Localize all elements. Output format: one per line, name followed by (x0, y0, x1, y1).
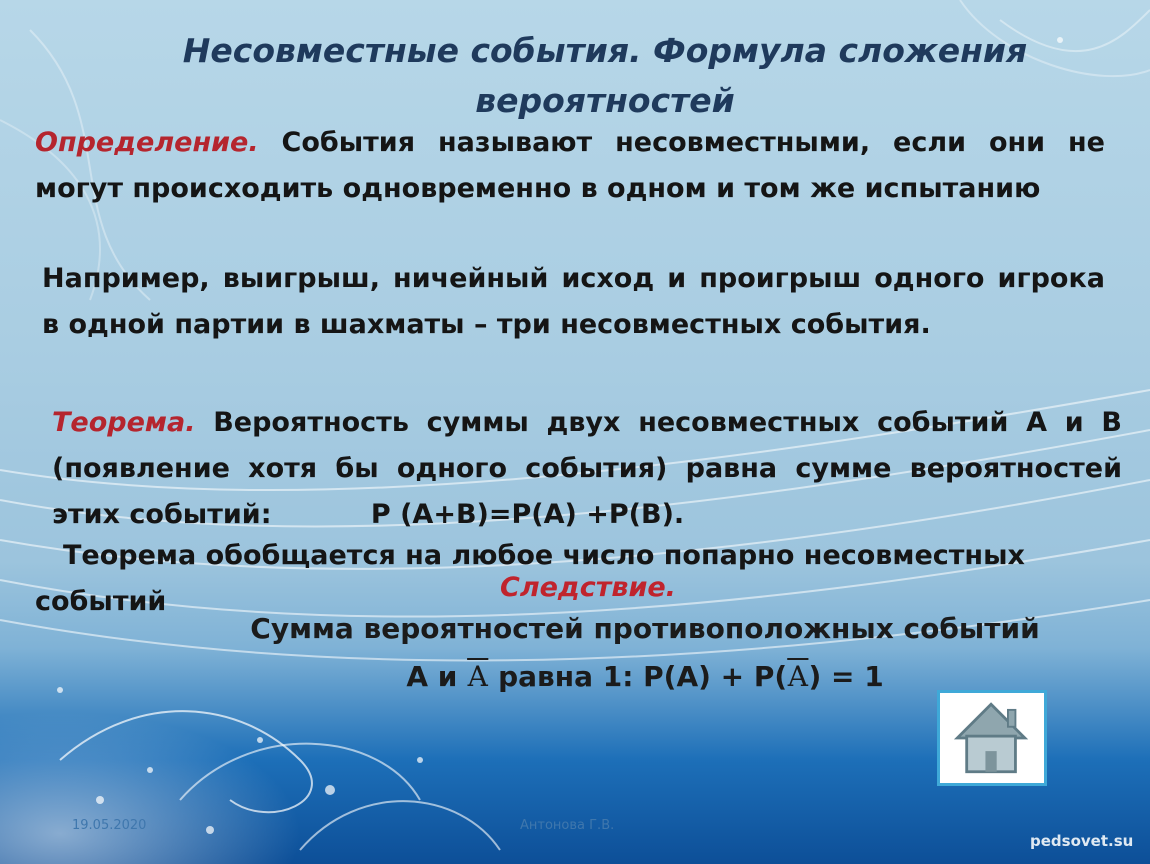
corollary-line1: Сумма вероятностей противоположных событий (250, 612, 1040, 645)
a-complement-2: А (787, 660, 809, 693)
example-paragraph: Например, выигрыш, ничейный исход и проигрыш одного игрока в одной партии в шахматы – три несовместных события. (42, 263, 1105, 340)
theorem-text: Вероятность суммы двух несовместных событий А и В (появление хотя бы одного события) равна сумме вероятностей этих событий: (52, 407, 1122, 530)
generalization-line2: событий (35, 586, 167, 617)
footer-author: Антонова Г.В. (520, 818, 615, 833)
definition-text: События называют несовместными, если они не могут происходить одновременно в одном и том же испытанию (35, 127, 1105, 204)
definition-label: Определение. (35, 127, 259, 158)
footer-date: 19.05.2020 (72, 818, 147, 833)
theorem-label: Теорема. (52, 407, 196, 438)
generalization-line1: Теорема обобщается на любое число попарно несовместных (63, 540, 1025, 571)
corollary-label: Следствие. (500, 572, 676, 603)
home-button[interactable] (937, 690, 1047, 786)
corollary-line2-a: А и (406, 660, 468, 693)
slide-title: Несовместные события. Формула сложения вероятностей (182, 31, 1028, 120)
brand-watermark: pedsovet.su (1030, 832, 1134, 850)
theorem-paragraph (52, 400, 1122, 538)
home-icon (940, 693, 1044, 783)
corollary-line2-c: ) = 1 (808, 660, 884, 693)
a-complement: А (467, 660, 489, 693)
corollary-line2-b: равна 1: Р(А) + Р( (488, 660, 788, 693)
corollary-line2 (200, 660, 1090, 693)
theorem-formula: Р (А+В)=Р(А) +Р(В). (370, 499, 685, 530)
definition-paragraph (35, 120, 1105, 212)
